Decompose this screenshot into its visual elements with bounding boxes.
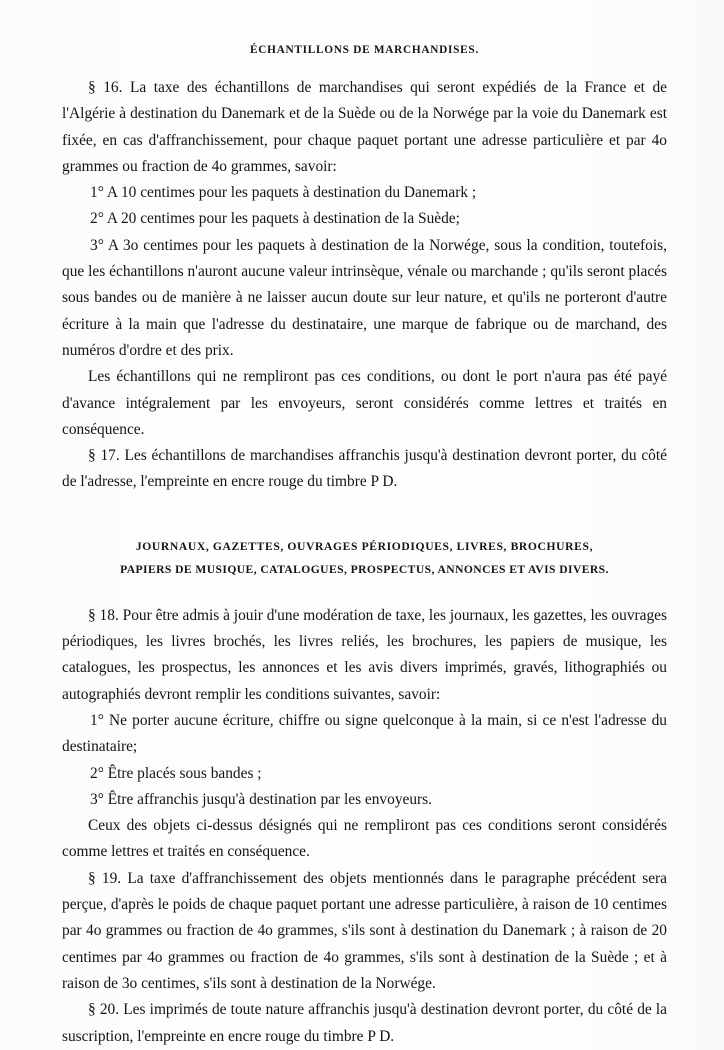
list-item-16-1: 1° A 10 centimes pour les paquets à destination du Danemark ; bbox=[90, 184, 477, 202]
list-item-16-2: 2° A 20 centimes pour les paquets à destination de la Suède; bbox=[90, 210, 460, 228]
paragraph-18-closing: Ceux des objets ci-dessus désignés qui ne rempliront pas ces conditions seront considérés comme lettres et traités en conséquence. bbox=[62, 817, 667, 861]
paragraph-18: § 18. Pour être admis à jouir d'une modération de taxe, les journaux, les gazettes, les ouvrages périodiques, les livres brochés, les livres reliés, les brochures, les papiers de musique, les catalogues, les prospectus, les annonces et les avis divers imprimés, gravés, lithographiés ou autographiés devront remplir les conditions suivantes, savoir: bbox=[62, 606, 667, 703]
running-head: ÉCHANTILLONS DE MARCHANDISES. bbox=[250, 44, 479, 56]
section-spacer bbox=[62, 581, 667, 603]
paragraph-16-closing: Les échantillons qui ne rempliront pas ces conditions, ou dont le port n'aura pas été payé d'avance intégralement par les envoyeurs, seront considérés comme lettres et traités en conséquence. bbox=[62, 368, 667, 438]
paragraph-20: § 20. Les imprimés de toute nature affranchis jusqu'à destination devront porter, du côté de la suscription, l'empreinte en encre rouge du timbre P D. bbox=[62, 1001, 667, 1045]
list-item-18-3: 3° Être affranchis jusqu'à destination par les envoyeurs. bbox=[90, 790, 433, 808]
paragraph-19: § 19. La taxe d'affranchissement des objets mentionnés dans le paragraphe précédent sera perçue, d'après le poids de chaque paquet portant une adresse particulière, à raison de 10 centimes par 4o grammes ou fraction de 4o grammes, s'ils sont à destination du Danemark ; à raison de 20 centimes par 4o grammes ou fraction de 4o grammes, s'ils sont à destination de la Suède ; et à raison de 3o centimes, s'ils sont à destination de la Norwége. bbox=[62, 869, 667, 992]
paragraph-16: § 16. La taxe des échantillons de marchandises qui seront expédiés de la France et de l'Algérie à destination du Danemark et de la Suède ou de la Norwége par la voie du Danemark est fixée, en cas d'affranchissement, pour chaque paquet portant une adresse particulière et par 4o grammes ou fraction de 4o grammes, savoir: bbox=[62, 79, 667, 175]
list-item-18-1: 1° Ne porter aucune écriture, chiffre ou signe quelconque à la main, si ce n'est l'adresse du destinataire; bbox=[62, 711, 667, 756]
section-heading-line-2: PAPIERS DE MUSIQUE, CATALOGUES, PROSPECTUS, ANNONCES ET AVIS DIVERS. bbox=[120, 562, 609, 576]
list-item-18-2: 2° Être placés sous bandes ; bbox=[90, 764, 262, 782]
list-item-16-3: 3° A 3o centimes pour les paquets à destination de la Norwége, sous la condition, toutefois, que les échantillons n'auront aucune valeur intrinsèque, vénale ou marchande ; qu'ils seront placés sous bandes ou de manière à ne laisser aucun doute sur leur nature, et qu'ils ne porteront d'autre écriture à la main que l'adresse du destinataire, une marque de fabrique ou de marchand, des numéros d'ordre et des prix. bbox=[62, 236, 667, 359]
paragraph-17: § 17. Les échantillons de marchandises affranchis jusqu'à destination devront porter, du côté de l'adresse, l'empreinte en encre rouge du timbre P D. bbox=[62, 447, 667, 491]
section-heading-line-1: JOURNAUX, GAZETTES, OUVRAGES PÉRIODIQUES, LIVRES, BROCHURES, bbox=[135, 539, 594, 553]
text-column bbox=[62, 0, 667, 1050]
